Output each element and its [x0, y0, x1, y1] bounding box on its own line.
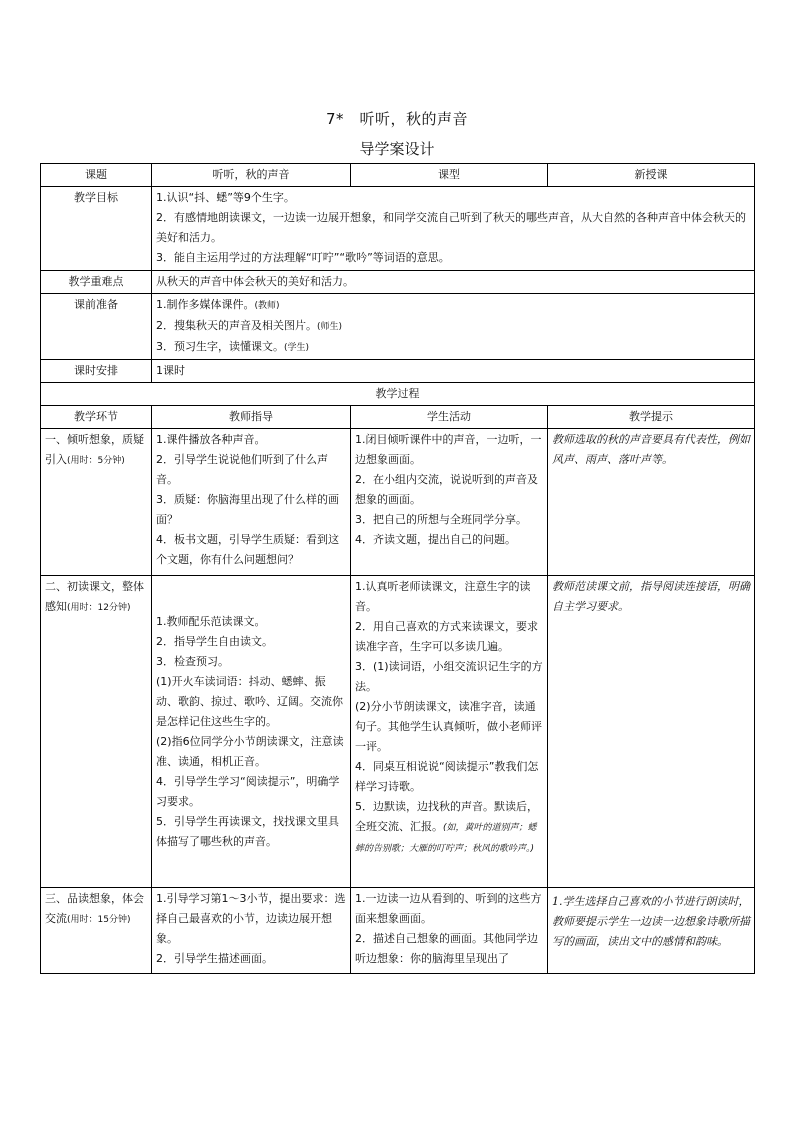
schedule-content: 1课时 — [152, 360, 755, 383]
prep-item: 2．搜集秋天的声音及相关图片。(师生) — [156, 319, 343, 332]
page-title: 7* 听听，秋的声音 — [325, 110, 469, 128]
header-teacher: 教师指导 — [152, 406, 351, 429]
stage-name: 一、倾听想象，质疑引入(用时：5分钟) — [41, 429, 152, 576]
prep-item: 3．预习生字，读懂课文。(学生) — [156, 340, 310, 353]
prep-item: 1.制作多媒体课件。(教师) — [156, 298, 280, 311]
stage-row — [41, 888, 755, 974]
process-title-row — [41, 383, 755, 406]
topic-value: 听听，秋的声音 — [152, 164, 351, 187]
teaching-hint: 1.学生选择自己喜欢的小节进行朗读时，教师要提示学生一边读一边想象诗歌所描写的画面，读出文中的感情和韵味。 — [548, 888, 755, 974]
topic-row — [41, 164, 755, 187]
topic-label: 课题 — [41, 164, 152, 187]
key-points-row — [41, 271, 755, 294]
prep-row — [41, 294, 755, 360]
schedule-label: 课时安排 — [41, 360, 152, 383]
teaching-hint: 教师范读课文前，指导阅读连接语，明确自主学习要求。 — [548, 576, 755, 888]
goals-content — [152, 187, 755, 271]
stage-row — [41, 576, 755, 888]
student-activity: 1.闭目倾听课件中的声音，一边听，一边想象画面。 2．在小组内交流，说说听到的声音及想象的画面。 3．把自己的所想与全班同学分享。 4．齐读文题，提出自己的问题。 — [351, 429, 548, 576]
student-activity: 1.一边读一边从看到的、听到的这些方面来想象画面。 2．描述自己想象的画面。其他同学边听边想象：你的脑海里呈现出了 — [351, 888, 548, 974]
stage-name: 二、初读课文，整体感知(用时：12分钟) — [41, 576, 152, 888]
stage-row — [41, 429, 755, 576]
header-student: 学生活动 — [351, 406, 548, 429]
key-points-content: 从秋天的声音中体会秋天的美好和活力。 — [152, 271, 755, 294]
key-points-label: 教学重难点 — [41, 271, 152, 294]
goals-row — [41, 187, 755, 271]
prep-content — [152, 294, 755, 360]
student-activity: 1.认真听老师读课文，注意生字的读音。 2．用自己喜欢的方式来读课文，要求读准字音，生字可以多读几遍。 3．(1)读词语，小组交流识记生字的方法。 (2)分小节朗读课文，读准字音，读通句子。其他学生认真倾听，做小老师评一评。 4．同桌互相说说“阅读提示”教我们怎样学习诗歌。 5．边默读，边找秋的声音。默读后，全班交流、汇报。(如，黄叶的道别声；蟋蟀的告别歌；大雁的叮咛声；秋风的歌吟声。) — [351, 576, 548, 888]
teaching-hint: 教师选取的秋的声音要具有代表性，例如风声、雨声、落叶声等。 — [548, 429, 755, 576]
header-hint: 教学提示 — [548, 406, 755, 429]
process-header-row — [41, 406, 755, 429]
document-subtitle: 导学案设计 — [359, 140, 435, 158]
lesson-type-label: 课型 — [351, 164, 548, 187]
teacher-guidance: 1.教师配乐范读课文。 2．指导学生自由读文。 3．检查预习。 (1)开火车读词语：抖动、蟋蟀、振动、歌韵、掠过、歌吟、辽阔。交流你是怎样记住这些生字的。 (2)指6位同学分小节朗读课文，注意读准、读通，相机正音。 4．引导学生学习“阅读提示”，明确学习要求。 5．引导学生再读课文，找找课文里具体描写了哪些秋的声音。 — [152, 576, 351, 888]
stage-name: 三、品读想象，体会交流(用时：15分钟) — [41, 888, 152, 974]
process-title: 教学过程 — [41, 383, 755, 406]
goal-item: 1.认识“抖、蟋”等9个生字。 — [156, 191, 295, 204]
schedule-row — [41, 360, 755, 383]
header-stage: 教学环节 — [41, 406, 152, 429]
prep-label: 课前准备 — [41, 294, 152, 360]
goals-label: 教学目标 — [41, 187, 152, 271]
lesson-plan-table — [40, 163, 755, 974]
lesson-type-value: 新授课 — [548, 164, 755, 187]
goal-item: 2．有感情地朗读课文，一边读一边展开想象，和同学交流自己听到了秋天的哪些声音，从大自然的各种声音中体会秋天的美好和活力。 — [156, 211, 746, 244]
goal-item: 3．能自主运用学过的方法理解“叮咛”“歌吟”等词语的意思。 — [156, 251, 450, 264]
teacher-guidance: 1.引导学习第1～3小节，提出要求：选择自己最喜欢的小节，边读边展开想象。 2．引导学生描述画面。 — [152, 888, 351, 974]
teacher-guidance: 1.课件播放各种声音。 2．引导学生说说他们听到了什么声音。 3．质疑：你脑海里出现了什么样的画面？ 4．板书文题，引导学生质疑：看到这个文题，你有什么问题想问？ — [152, 429, 351, 576]
